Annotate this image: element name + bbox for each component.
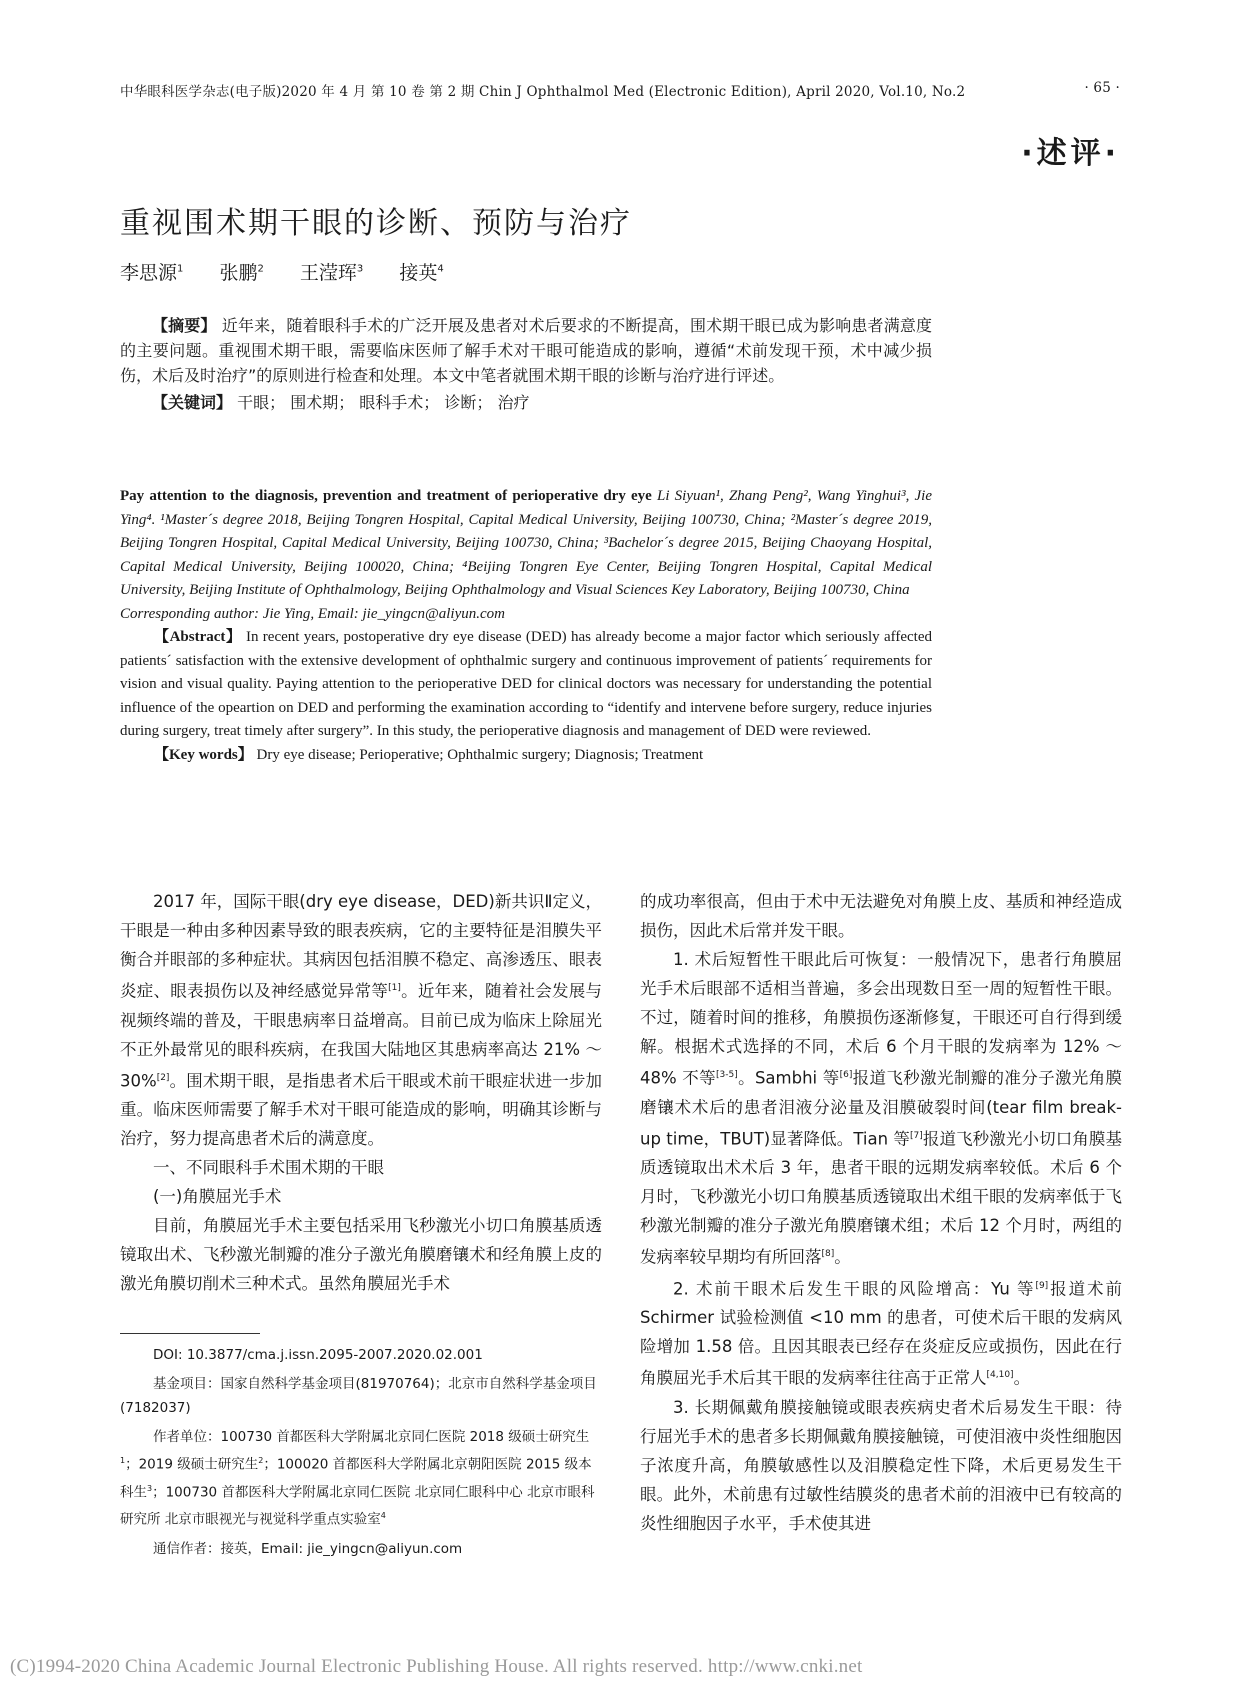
body-paragraph: 2017 年，国际干眼(dry eye disease，DED)新共识Ⅱ定义，干眼是一种由多种因素导致的眼表疾病，它的主要特征是泪膜失平衡合并眼部的多种症状。其病因包括泪膜不稳定、高渗透压、眼表炎症、眼表损伤以及神经感觉异常等[1]。近年来，随着社会发展与视频终端的普及，干眼患病率日益增高。目前已成为临床上除屈光不正外最常见的眼科疾病，在我国大陆地区其患病率高达 21% ～30%[2]。围术期干眼，是指患者术后干眼或术前干眼症状进一步加重。临床医师需要了解手术对干眼可能造成的影响，明确其诊断与治疗，努力提高患者术后的满意度。 (120, 892, 603, 1148)
author: 李思源$^1$ (120, 262, 184, 284)
body-paragraph: 的成功率很高，但由于术中无法避免对角膜上皮、基质和神经造成损伤，因此术后常并发干眼。 (640, 892, 1122, 940)
english-abstract-label: 【Abstract】 (154, 629, 242, 645)
body-left-column (120, 887, 602, 1298)
correspondence-line: 通信作者：接英，Email: jie_yingcn@aliyun.com (153, 1540, 463, 1557)
english-keywords (120, 744, 932, 768)
fund-line: 基金项目：国家自然科学基金项目(81970764)；北京市自然科学基金项目(7182037) (120, 1376, 597, 1416)
body-paragraph: 1. 术后短暂性干眼此后可恢复：一般情况下，患者行角膜屈光手术后眼部不适相当普遍，多会出现数日至一周的短暂性干眼。不过，随着时间的推移，角膜损伤逐渐修复，干眼还可自行得到缓解。根据术式选择的不同，术后 6 个月干眼的发病率为 12% ～48% 不等[3-5]。Sambhi 等[6]报道飞秒激光制瓣的准分子激光角膜磨镶术术后的患者泪液分泌量及泪膜破裂时间(tear film break-up time，TBUT)显著降低。Tian 等[7]报道飞秒激光小切口角膜基质透镜取出术术后 3 年，患者干眼的远期发病率较低。术后 6 个月时，飞秒激光小切口角膜基质透镜取出术组干眼的发病率低于飞秒激光制瓣的准分子激光角膜磨镶术组；术后 12 个月时，两组的发病率较早期均有所回落[8]。 (640, 950, 1123, 1267)
author: 接英$^4$ (399, 262, 444, 284)
keywords-text: 干眼； 围术期； 眼科手术； 诊断； 治疗 (232, 393, 530, 412)
english-abstract-text: In recent years, postoperative dry eye disease (DED) has already become a major factor which seriously affected patients´ satisfaction with the extensive development of ophthalmic surgery and continuous improvement of patients´ requirements for vision and visual quality. Paying attention to the perioperative DED for clinical doctors was necessary for understanding the potential influence of the opeartion on DED and performing the examination according to “identify and intervene before surgery, reduce injuries during surgery, treat timely after surgery”. In this study, the perioperative diagnosis and management of DED were reviewed. (120, 629, 932, 739)
article-title: 重视围术期干眼的诊断、预防与治疗 (120, 206, 632, 241)
body-paragraph: 2. 术前干眼术后发生干眼的风险增高：Yu 等[9]报道术前 Schirmer 试验检测值 <10 mm 的患者，可使术后干眼的发病风险增加 1.58 倍。且因其眼表已经存在炎症反应或损伤，因此在行角膜屈光手术后其干眼的发病率往往高于正常人[4,10]。 (640, 1279, 1122, 1388)
footnotes (120, 1343, 602, 1566)
english-abstract (120, 485, 932, 767)
english-title-affiliations (120, 485, 932, 603)
author: 王滢珲$^3$ (299, 262, 364, 284)
author-list (120, 258, 474, 285)
keywords-line (120, 390, 932, 415)
doi-line: DOI: 10.3877/cma.j.issn.2095-2007.2020.02.001 (153, 1347, 483, 1363)
page-number: · 65 · (1084, 80, 1120, 96)
affiliation-line: 作者单位：100730 首都医科大学附属北京同仁医院 2018 级硕士研究生$^1$；2019 级硕士研究生$^2$；100020 首都医科大学附属北京朝阳医院 2015 级本科生$^3$；100730 首都医科大学附属北京同仁医院 北京同仁眼科中心 北京市眼科研究所 北京市眼视光与视觉科学重点实验室$^4$ (120, 1429, 595, 1528)
body-paragraph: 3. 长期佩戴角膜接触镜或眼表疾病史者术后易发生干眼：待行屈光手术的患者多长期佩戴角膜接触镜，可使泪液中炎性细胞因子浓度升高，角膜敏感性以及泪膜稳定性下降，术后更易发生干眼。此外，术前患有过敏性结膜炎的患者术前的泪液中已有较高的炎性细胞因子水平，手术使其进 (640, 1397, 1122, 1533)
body-paragraph: 目前，角膜屈光手术主要包括采用飞秒激光小切口角膜基质透镜取出术、飞秒激光制瓣的准分子激光角膜磨镶术和经角膜上皮的激光角膜切削术三种术式。虽然角膜屈光手术 (120, 1216, 602, 1293)
abstract-text: 近年来，随着眼科手术的广泛开展及患者对术后要求的不断提高，围术期干眼已成为影响患者满意度的主要问题。重视围术期干眼，需要临床医师了解手术对干眼可能造成的影响，遵循“术前发现干预，术中减少损伤，术后及时治疗”的原则进行检查和处理。本文中笔者就围术期干眼的诊断与治疗进行评述。 (120, 316, 932, 385)
keywords-label: 【关键词】 (152, 393, 233, 412)
copyright-footer: (C)1994-2020 China Academic Journal Electronic Publishing House. All rights reserved. http://www.cnki.net (10, 1656, 863, 1677)
english-keywords-label: 【Key words】 (154, 746, 253, 763)
footnote-divider (120, 1333, 260, 1334)
section-heading: 一、不同眼科手术围术期的干眼 (153, 1158, 384, 1177)
abstract-label: 【摘要】 (152, 316, 217, 335)
english-abstract-paragraph (120, 626, 932, 744)
chinese-abstract (120, 313, 932, 415)
english-keywords-text: Dry eye disease; Perioperative; Ophthalmic surgery; Diagnosis; Treatment (252, 746, 704, 763)
english-title: Pay attention to the diagnosis, prevention and treatment of perioperative dry eye (120, 488, 652, 504)
subsection-heading: (一)角膜屈光手术 (153, 1187, 282, 1206)
journal-line: 中华眼科医学杂志(电子版)2020 年 4 月 第 10 卷 第 2 期 Chin J Ophthalmol Med (Electronic Edition), April 2020, Vol.10, No.2 (120, 84, 966, 100)
author: 张鹏$^2$ (219, 262, 264, 284)
english-affiliations: Li Siyuan¹, Zhang Peng², Wang Yinghui³, Jie Ying⁴. ¹Master´s degree 2018, Beijing Tongren Hospital, Capital Medical University, Beijing 100730, China; ²Master´s degree 2019, Beijing Tongren Hospital, Capital Medical University, Beijing 100730, China; ³Bachelor´s degree 2015, Beijing Chaoyang Hospital, Capital Medical University, Beijing 100020, China; ⁴Beijing Tongren Eye Center, Beijing Tongren Hospital, Capital Medical University, Beijing Institute of Ophthalmology, Beijing Ophthalmology and Visual Sciences Key Laboratory, Beijing 100730, China (120, 488, 932, 598)
body-right-column (640, 887, 1122, 1538)
corresponding-author: Corresponding author: Jie Ying, Email: jie_yingcn@aliyun.com (120, 605, 505, 622)
section-tag: ·述评· (1021, 136, 1120, 171)
abstract-paragraph (120, 313, 932, 388)
running-header (120, 80, 1120, 100)
